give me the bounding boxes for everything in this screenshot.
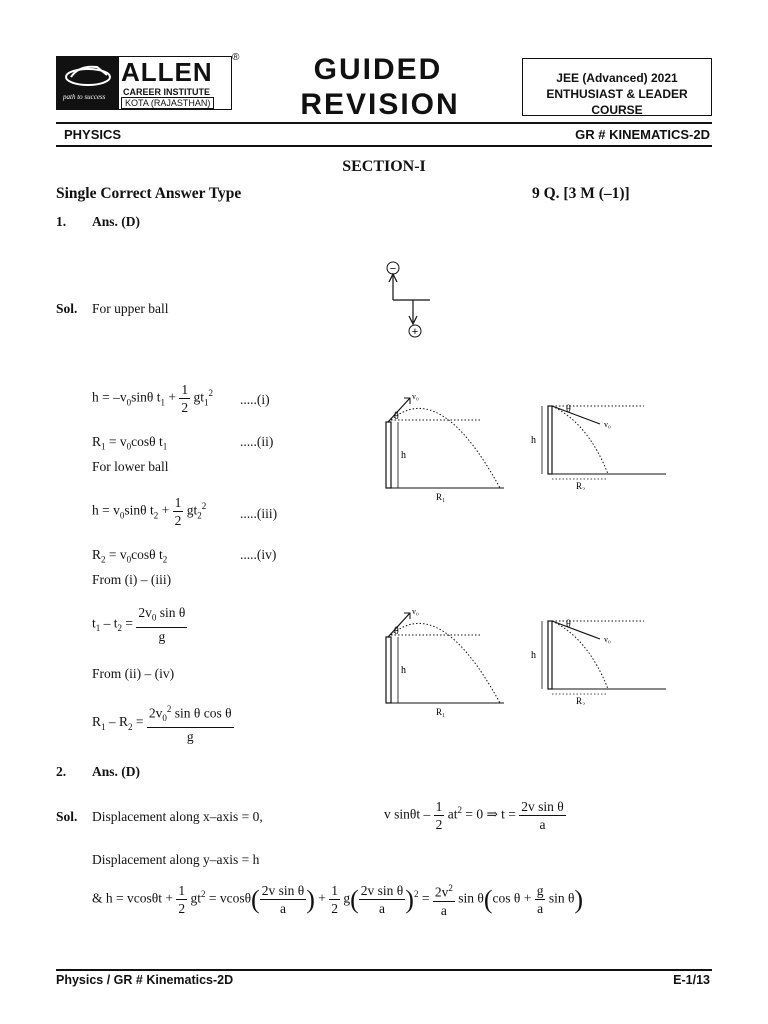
q2-number: 2. [56, 764, 67, 779]
q1-lower-ball: For lower ball [92, 459, 169, 474]
q2-answer: Ans. (D) [92, 764, 141, 779]
logo-name: ALLEN [121, 57, 213, 87]
v0-label: v₀ [412, 607, 419, 616]
section-title: SECTION-I [342, 158, 426, 175]
r2-label: R₂ [576, 696, 586, 705]
car-emblem-icon [57, 57, 119, 93]
theta-label: θ [566, 404, 571, 415]
course-line-2: ENTHUSIAST & LEADER COURSE [546, 87, 688, 117]
v0-label: v₀ [604, 420, 611, 429]
course-box [522, 58, 712, 116]
q2-height-equation: & h = vcosθt + $\frac{1}{2}$ $gt^2 = vcos\theta$( $\frac{\text{2v sin θ}}{a}$ ) + $\frac{1}{2}$ g( $\frac{\text{2v sin θ}}{a}$ )$^2$ = $\frac{2v^2}{a}$ sin θ(cos θ + $\frac{g}{a}$ sin θ) [92, 880, 583, 919]
minus-sign: − [389, 263, 397, 275]
header-rule-top [56, 122, 712, 124]
title-line-1: GUIDED [313, 53, 443, 86]
equation-i: $h = -v_0\sin\theta$ $t_1$ + $\frac{1}{2}$ $gt_1^2$ [92, 382, 213, 415]
sheet-label: GR # KINEMATICS-2D [575, 127, 710, 142]
answer-type: Single Correct Answer Type [56, 185, 242, 202]
theta-label: θ [394, 411, 399, 422]
projectile-figure-lower-1 [528, 398, 668, 490]
logo-city: KOTA (RAJASTHAN) [121, 97, 214, 109]
q1-from-ii-iv: From (ii) – (iv) [92, 666, 175, 681]
header-rule-bottom [56, 145, 712, 147]
r1-label: R₁ [436, 492, 446, 502]
q1-answer: Ans. (D) [92, 214, 141, 229]
q2-sol-label: Sol. [56, 809, 78, 824]
equation-iii: $h = v_0\sin\theta$ $t_2$ + $\frac{1}{2}$ $gt_2^2$ [92, 495, 207, 528]
course-line-1: JEE (Advanced) 2021 [556, 71, 678, 85]
result-t1-t2: $t_1 - t_2$ = $\frac{2v_0 \sin \theta}{g}$ [92, 605, 186, 644]
subject-label: PHYSICS [64, 127, 122, 142]
q1-from-i-iii: From (i) – (iii) [92, 572, 172, 587]
footer-page: E-1/13 [673, 973, 710, 987]
h-label: h [401, 450, 406, 461]
r1-label: R₁ [436, 707, 446, 717]
r2-label: R₂ [576, 481, 586, 490]
registered-mark: ® [232, 52, 240, 63]
title-line-2: REVISION [300, 88, 460, 121]
v0-label: v₀ [604, 635, 611, 644]
q2-displacement-y: Displacement along y–axis = h [92, 852, 260, 867]
sign-convention-diagram [380, 258, 440, 340]
eq-iv-tag: .....(iv) [240, 547, 277, 562]
footer-left: Physics / GR # Kinematics-2D [56, 973, 234, 987]
logo-career: CAREER INSTITUTE [123, 87, 211, 97]
plus-sign: + [411, 326, 419, 338]
v0-label: v₀ [412, 392, 419, 401]
footer-rule [56, 969, 712, 971]
allen-logo [56, 56, 232, 110]
logo-tagline: path to success [63, 93, 106, 101]
q1-upper-ball: For upper ball [92, 301, 169, 316]
h-label: h [401, 665, 406, 676]
h-label: h [531, 435, 536, 446]
q1-sol-label: Sol. [56, 301, 78, 316]
eq-ii-tag: .....(ii) [240, 434, 274, 449]
q2-time-equation: v sinθt – $\frac{1}{2}$ $at^2 = 0$ ⇒ t = $\frac{\text{2v sin θ}}{a}$ [384, 799, 564, 832]
theta-label: θ [566, 619, 571, 630]
theta-label: θ [394, 626, 399, 637]
projectile-figure-lower-2 [528, 613, 668, 705]
logo-emblem [57, 57, 119, 109]
marks-scheme: 9 Q. [3 M (–1)] [532, 185, 630, 202]
eq-i-tag: .....(i) [240, 392, 270, 407]
q2-displacement-x: Displacement along x–axis = 0, [92, 809, 263, 824]
equation-ii: $R_1 = v_0\cos\theta$ $t_1$ [92, 434, 168, 452]
eq-iii-tag: .....(iii) [240, 506, 278, 521]
result-r1-r2: $R_1 - R_2$ = $\frac{2v_0^2 \sin \theta \cos \theta}{g}$ [92, 701, 234, 745]
h-label: h [531, 650, 536, 661]
projectile-figure-upper-1 [380, 388, 510, 506]
projectile-figure-upper-2 [380, 603, 510, 721]
equation-iv: $R_2 = v_0\cos\theta$ $t_2$ [92, 547, 168, 565]
q1-number: 1. [56, 214, 67, 229]
